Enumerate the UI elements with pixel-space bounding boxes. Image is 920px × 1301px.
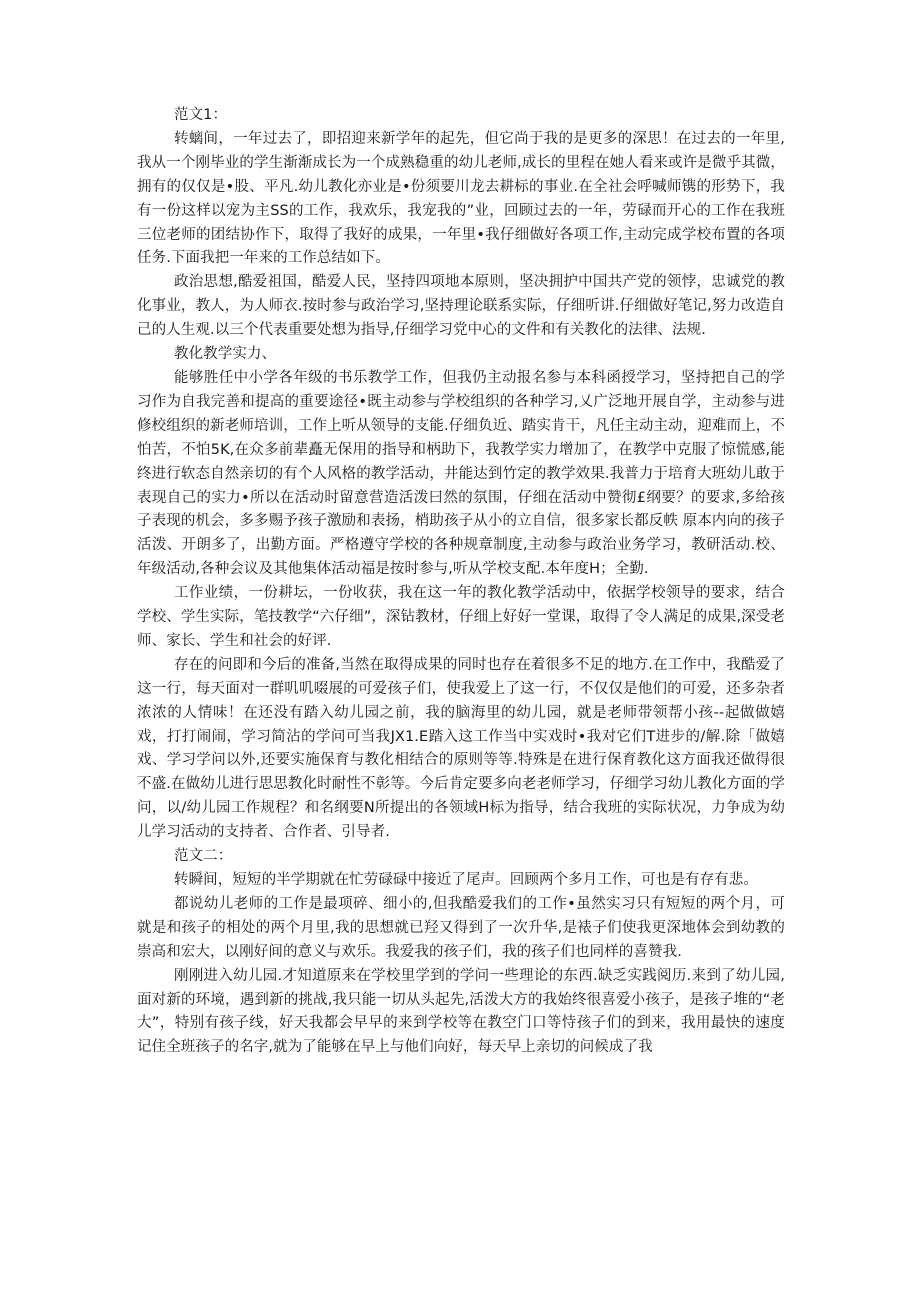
paragraph: 政治思想,酷爱祖国，酷爱人民，坚持四项地本原则，坚决拥护中国共产党的领悖，忠诚党的教化事业，教人，为人师衣.按时参与政治学习,坚持理论联系实际，仔细听讲.仔细做好笔记,努力改造自己的人生观.以三个代表重要处想为指导,仔细学习党中心的文件和有关教化的法律、法规. bbox=[137, 274, 785, 339]
paragraph: 存在的问即和今后的准备,当然在取得成果的同时也存在着很多不足的地方.在工作中，我酷爱了这一行，每天面对一群叽叽啜展的可爱孩子们，使我爱上了这一行，不仅仅是他们的可爱，还多杂者浓浓的人情味！在还没有踏入幼儿园之前，我的脑海里的幼儿园，就是老师带领帮小孩--起做做嬉戏，打打闹闹，学习简沾的学问可当我JX1.E踏入这工作当中实戏时•我对它们T进步的/解.除「做嬉戏、学习学问以外,还要实施保育与教化相结合的原则等等.特殊是在进行保育教化这方面我还做得很不盛.在做幼儿进行思思教化时耐性不彰等。今后肯定要多向老老师学习，仔细学习幼儿教化方面的学问，以/幼儿园工作规程？和名纲要N所提出的各领域H标为指导，结合我班的实际状况，力争成为幼儿学习活动的支持者、合作者、引导者. bbox=[137, 656, 785, 841]
section-subheading: 教化教学实力、 bbox=[173, 346, 277, 363]
paragraph: 工作业绩，一份耕坛，一份收获，我在这一年的教化教学活动中，依据学校领导的要求，结合学校、学生实际，笔技教学“六仔细”，深钻教材，仔细上好好一堂课，取得了令人满足的成果,深受老师、家长、学生和社会的好评. bbox=[137, 585, 785, 649]
paragraph: 转螭间，一年过去了，即招迎来新学年的起先，但它尚于我的是更多的深思！在过去的一年里,我从一个刚毕业的学生渐渐成长为一个成熟稳重的幼儿老师,成长的里程在她人看来或许是微乎其微，拥有的仅仅是•股、平凡.幼儿教化亦业是•份须要川龙去耕标的事业.在全社会呼喊师镌的形势下，我有一份这样以宠为主SS的工作，我欢乐，我宠我的”业，回顾过去的一年，劳碌而开心的工作在我班三位老师的团结协作下，取得了我好的成果，一年里•我仔细做好各项工作,主动完成学校布置的各项任务.下面我把一年来的工作总结如下。 bbox=[137, 130, 785, 267]
section-heading: 范文二： bbox=[173, 848, 233, 865]
section-heading: 范文1： bbox=[173, 107, 228, 123]
paragraph: 刚刚进入幼儿园.才知道原来在学校里学到的学问一些理论的东西.缺乏实践阅历.来到了幼儿园,面对新的环境，遇到新的挑战,我只能一切从头起先,活泼大方的我始终很喜爱小孩子，是孩子堆的“老大”，特别有孩子线，好天我都会早早的来到学校等在教空门口等恃孩子们的到来，我用最快的速度记住全班孩子的名字,就为了能够在早上与他们向好，每天早上亲切的问候成了我 bbox=[137, 967, 785, 1056]
document-body bbox=[137, 104, 785, 1060]
paragraph: 都说幼儿老师的工作是最项碎、细小的,但我酷爱我们的工作•虽然实习只有短短的两个月，可就是和孩子的相处的两个月里,我的思想就已羟又得到了一次升华,是裱子们使我更深地体会到幼教的崇高和宏大，以刚好间的意义与欢乐。我爱我的孩子们，我的孩子们也同样的喜赞我. bbox=[137, 895, 785, 960]
paragraph: 能够胜任中小学各年级的书乐教学工作，但我仍主动报名参与本科函授学习，坚持把自己的学习作为自我完善和提高的重要途径•既主动参与学校组织的各种学习,乂广泛地开展自学，主动参与进修校组织的新老师培训，工作上听从领导的支能.仔细负近、踏实肯干，凡任主动主动，迎难而上，不怕苦，不怕5K,在众多前辈矗无保用的指导和柄助下，我教学实力增加了，在教学中克服了惊慌感,能终进行软态自然亲切的有个人风格的教学活动，井能达到竹定的教学效果.我普力于培育大班幼儿敢于表现自己的实力•所以在活动时留意营造活泼曰然的氛围，仔细在活动中赞彻£纲要？的要求,多给孩子表现的机会，多多赐予孩子激励和表扬，梢助孩子从小的立自信，很多家长都反帙 原本内向的孩子活泼、开朗多了，出勤方面。严格遵守学校的各种规章制度,主动参与政治业务学习，教研活动.校、年级活动,各种会议及其他集体活动福是按时参与,听从学校支配.本年度H；全勤. bbox=[137, 369, 785, 578]
paragraph: 转瞬间，短短的半学期就在忙劳碌碌中接近了尾声。回顾两个多月工作，可也是有存有悲。 bbox=[173, 872, 758, 888]
